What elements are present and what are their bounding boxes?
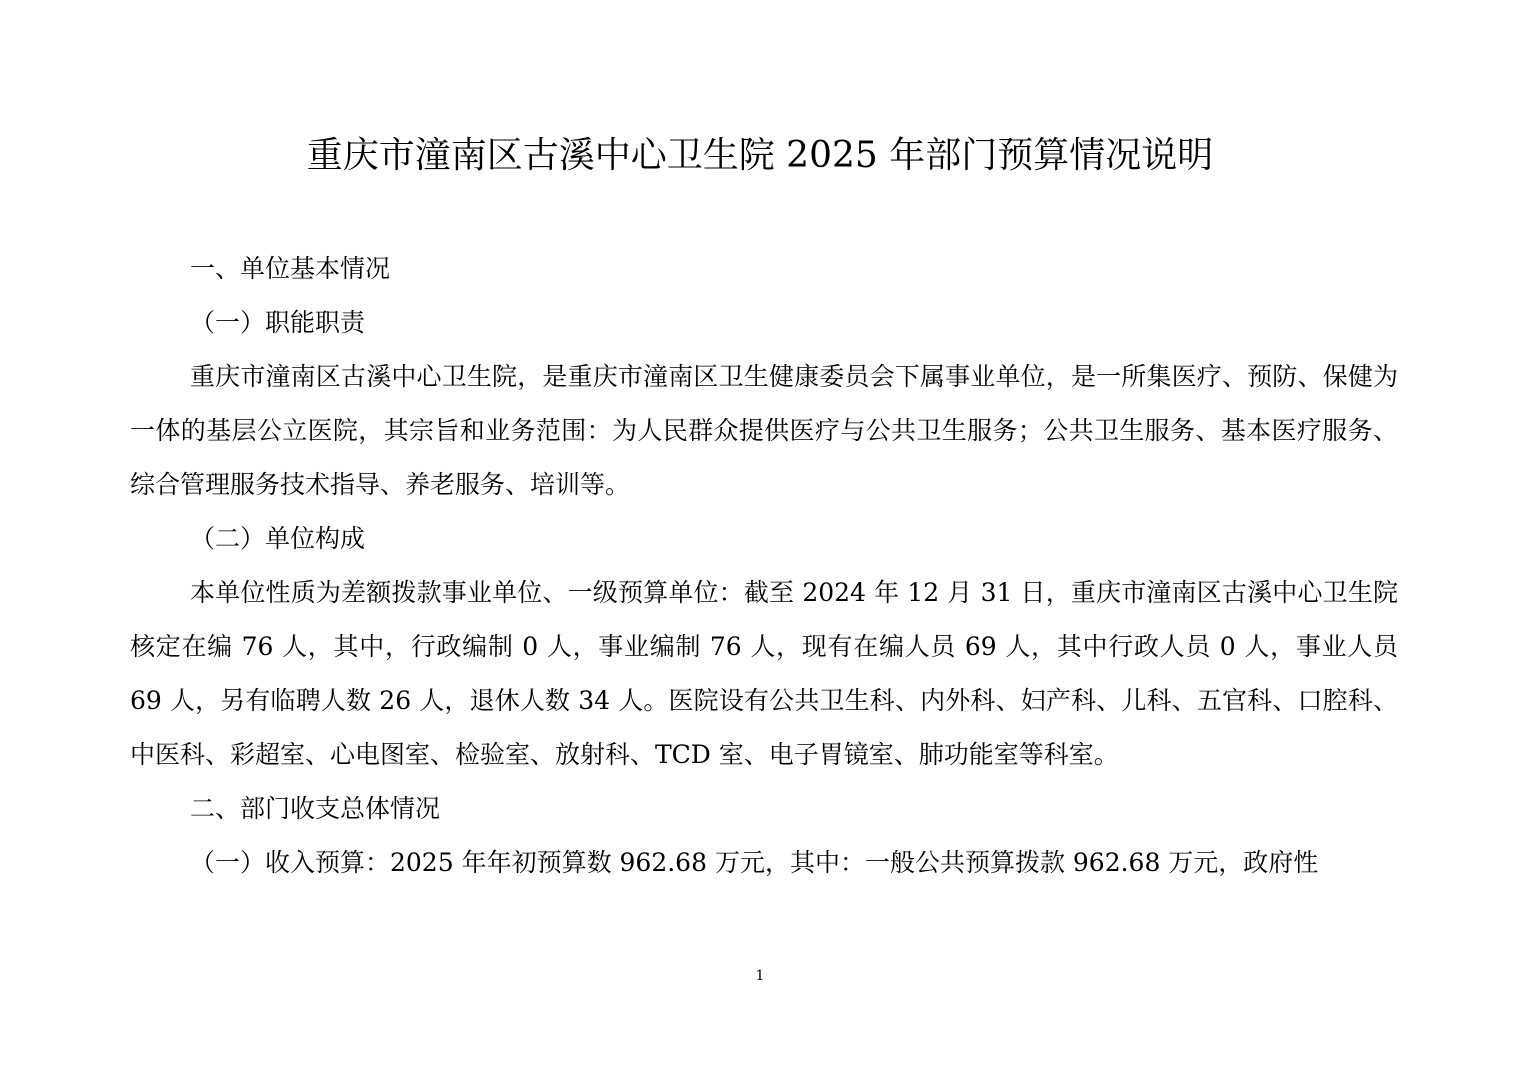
- section-1-heading: 一、单位基本情况: [190, 254, 391, 283]
- page-number: 1: [755, 968, 765, 984]
- section-2-1-paragraph: （一）收入预算：2025 年年初预算数 962.68 万元，其中：一般公共预算拨款 962.68 万元，政府性: [190, 848, 1319, 877]
- section-1-1-paragraph: 重庆市潼南区古溪中心卫生院，是重庆市潼南区卫生健康委员会下属事业单位，是一所集医疗、预防、保健为一体的基层公立医院，其宗旨和业务范围：为人民群众提供医疗与公共卫生服务；公共卫生服务、基本医疗服务、综合管理服务技术指导、养老服务、培训等。: [130, 362, 1398, 499]
- document-body: [130, 242, 1398, 890]
- section-1-1-heading: （一）职能职责: [190, 308, 366, 337]
- section-2-heading: 二、部门收支总体情况: [190, 794, 441, 823]
- document-title: 重庆市潼南区古溪中心卫生院 2025 年部门预算情况说明: [306, 135, 1214, 176]
- section-1-2-heading: （二）单位构成: [190, 524, 366, 553]
- section-1-2-paragraph: 本单位性质为差额拨款事业单位、一级预算单位：截至 2024 年 12 月 31 日，重庆市潼南区古溪中心卫生院核定在编 76 人，其中，行政编制 0 人，事业编制 76 人，现有在编人员 69 人，其中行政人员 0 人，事业人员 69 人，另有临聘人数 26 人，退休人数 34 人。医院设有公共卫生科、内外科、妇产科、儿科、五官科、口腔科、中医科、彩超室、心电图室、检验室、放射科、TCD 室、电子胃镜室、肺功能室等科室。: [130, 578, 1398, 769]
